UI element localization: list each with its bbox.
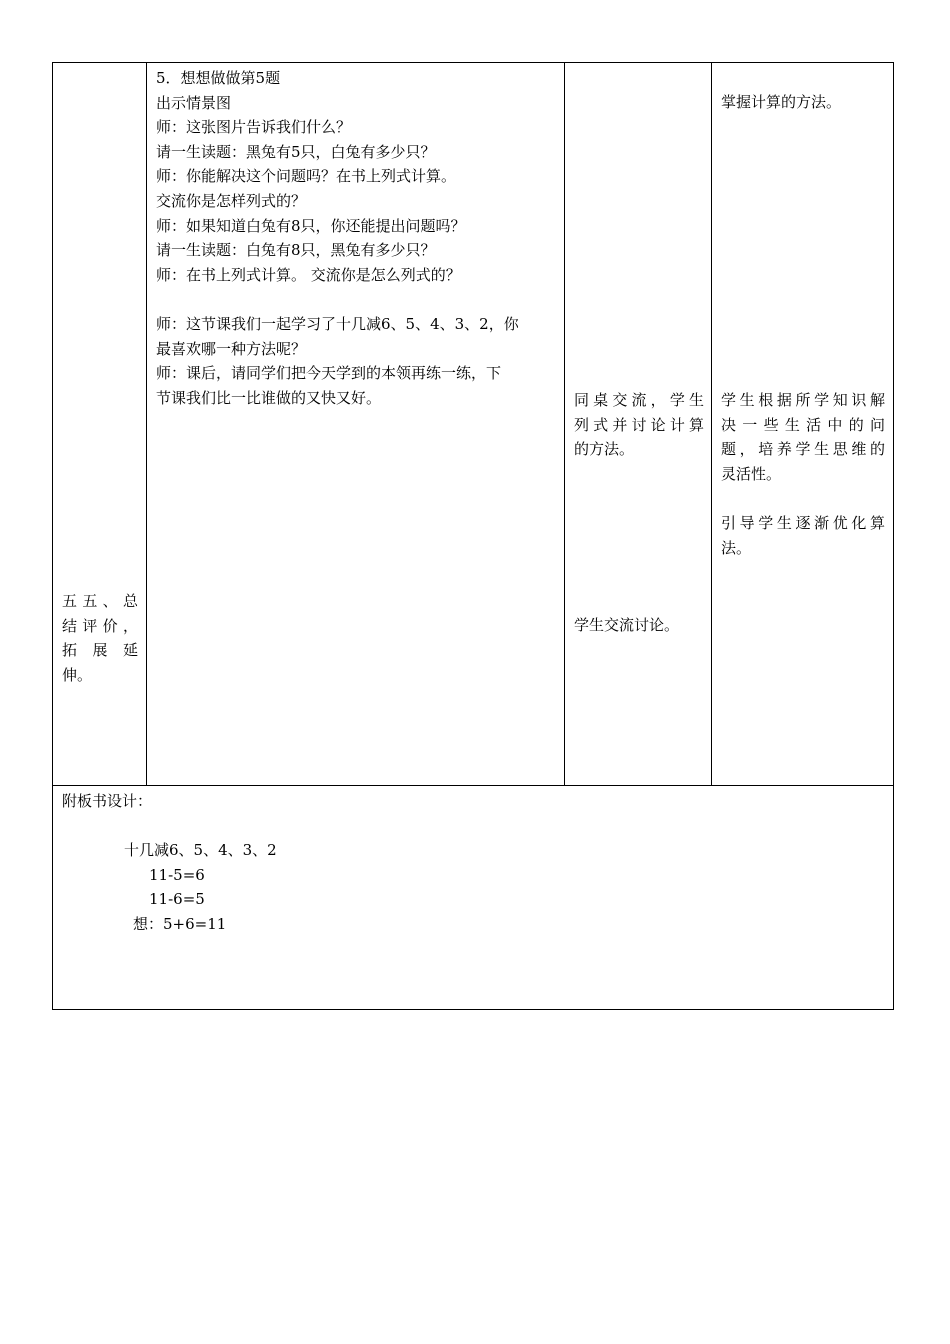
process-line: 师：如果知道白兔有8只，你还能提出问题吗？ — [156, 216, 466, 235]
summary-line: 最喜欢哪一种方法呢？ — [156, 339, 307, 358]
process-line: 师：这张图片告诉我们什么？ — [156, 118, 352, 137]
student-activity-text — [574, 388, 704, 462]
board-heading: 十几减6、5、4、3、2 — [124, 841, 277, 859]
activity-line: 同桌交流，学生 — [574, 391, 704, 409]
student-discussion-text — [574, 613, 704, 638]
activity-line: 的方法。 — [574, 440, 635, 459]
process-line: 5．想想做做第5题 — [156, 69, 281, 87]
board-design-title: 附板书设计： — [62, 792, 153, 810]
stage-label — [62, 589, 138, 687]
board-design-row — [53, 786, 894, 1010]
intent-line: 引导学生逐渐优化算 — [721, 514, 885, 532]
design-intent-text — [721, 90, 885, 115]
board-design-cell — [53, 786, 894, 1010]
board-equation: 想：5+6=11 — [133, 915, 227, 933]
design-intent-text — [721, 511, 885, 560]
stage-cell — [53, 63, 147, 786]
intent-line: 学生根据所学知识解 — [721, 391, 885, 409]
summary-line: 师：这节课我们一起学习了十几减6、5、4、3、2，你 — [156, 314, 519, 333]
lesson-plan-table — [52, 62, 894, 1010]
design-intent-text — [721, 388, 885, 486]
process-line: 师：在书上列式计算。 交流你是怎么列式的？ — [156, 265, 461, 284]
lesson-row-summary — [53, 63, 894, 786]
stage-label-line: 伸。 — [62, 665, 93, 684]
stage-label-line: 结评价， — [62, 616, 138, 635]
intent-line: 决一些生活中的问 — [721, 415, 885, 434]
teaching-process-text — [156, 66, 556, 410]
intent-line: 掌握计算的方法。 — [721, 93, 842, 111]
stage-label-line: 五五、总 — [62, 592, 138, 610]
stage-label-line: 拓展延 — [62, 641, 138, 660]
process-line: 请一生读题：白兔有8只，黑兔有多少只？ — [156, 241, 436, 260]
process-line: 出示情景图 — [156, 93, 232, 112]
blank-line — [156, 287, 556, 312]
intent-line: 法。 — [721, 538, 752, 557]
student-activity-cell — [565, 63, 712, 786]
board-equation: 11-6=5 — [149, 890, 205, 908]
process-line: 交流你是怎样列式的？ — [156, 191, 307, 210]
process-line: 师：你能解决这个问题吗？在书上列式计算。 — [156, 167, 457, 186]
process-line: 请一生读题：黑兔有5只，白兔有多少只？ — [156, 142, 436, 161]
teaching-process-cell — [147, 63, 565, 786]
intent-line: 灵活性。 — [721, 464, 782, 483]
homework-line: 师：课后，请同学们把今天学到的本领再练一练，下 — [156, 364, 502, 383]
design-intent-cell — [712, 63, 894, 786]
activity-line: 学生交流讨论。 — [574, 616, 680, 634]
intent-line: 题，培养学生思维的 — [721, 440, 885, 459]
homework-line: 节课我们比一比谁做的又快又好。 — [156, 388, 382, 407]
activity-line: 列式并讨论计算 — [574, 415, 704, 434]
board-equation: 11-5=6 — [149, 866, 205, 884]
